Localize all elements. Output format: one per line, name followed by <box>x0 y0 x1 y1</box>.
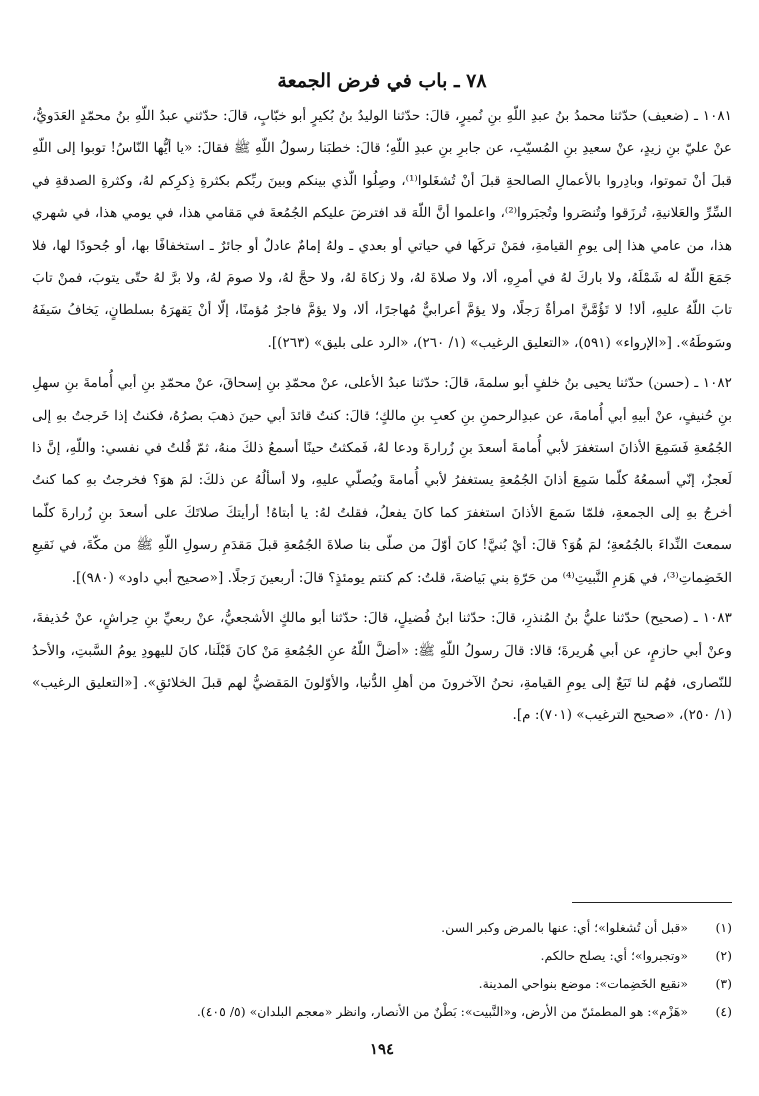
footnote-number: (٢) <box>715 948 732 963</box>
footnote-text: «وتجبروا»؛ أي: يصلح حالكم. <box>540 948 688 963</box>
page-number: ١٩٤ <box>369 1040 395 1058</box>
hadith-1083: ١٠٨٣ ـ (صحيح) حدّثنا عليُّ بنُ المُنذرِ، قالَ: حدّثنا ابنُ فُضيلٍ، قالَ: حدّثنا أبو مالكٍ الأشجعيُّ، عنْ ربعيِّ بنِ حِراشٍ، عنْ حُذيفةَ، وعنْ أبي حازمٍ، عن أبي هُريرةَ؛ قالا: قالَ رسولُ اللّهِ ﷺ: «أضلَّ اللّهُ عنِ الجُمُعةِ مَنْ كانَ قَبْلَنا، كانَ لليهودِ يومُ السَّبتِ، والأحدُ للنّصارى، فهُم لنا تَبَعٌ إلى يومِ القيامةِ، نحنُ الآخرونَ من أهلِ الدُّنيا، والأوّلونَ المَقضيُّ لهم قبلَ الخلائقِ». [«التعليق الرغيب» (١/ ٢٥٠)، «صحيح الترغيب» (٧٠١): م]. <box>32 610 732 724</box>
hadith-1081: ١٠٨١ ـ (ضعيف) حدّثنا محمدُ بنُ عبدِ اللّهِ بنِ نُميرٍ، قالَ: حدّثنا الوليدُ بنُ بُكيرٍ أبو خبّابٍ، قالَ: حدّثني عبدُ اللّهِ بنُ محمّدٍ العَدَويُّ، عنْ عليّ بنِ زيدٍ، عنْ سعيدِ بنِ المُسيّبِ، عن جابرِ بنِ عبدِ اللّهِ؛ قالَ: خطبَنا رسولُ اللّهِ ﷺ فقالَ: «يا أيُّها النّاسُ! توبوا إلى اللّهِ قبلَ أنْ تموتوا، وبادِروا بالأعمالِ الصالحةِ قبلَ أنْ تُشغَلوا⁽¹⁾، وصِلُوا الّذي بينكم وبينَ ربِّكم بكثرةِ ذِكرِكم لهُ، وكثرةِ الصدقةِ في السِّرِّ والعَلانيةِ، تُرزَقوا وتُنصَروا وتُجبَروا⁽²⁾، واعلموا أنَّ اللّهَ قد افترضَ عليكم الجُمُعةَ في مَقامي هذا، في يومي هذا، في شهري هذا، من عامي هذا إلى يومِ القيامةِ، فمَنْ تركَها في حياتي أو بعدي ـ ولهُ إمامٌ عادلٌ أو جائرٌ ـ استخفافًا بها، أو جُحودًا لها، فلا جَمَعَ اللّهُ له شَمْلَهُ، ولا باركَ لهُ في أمرِهِ، ألا، ولا صلاةَ لهُ، ولا زكاةَ لهُ، ولا حجَّ لهُ، ولا صومَ لهُ، ولا برَّ لهُ حتّى يتوبَ، فمنْ تابَ تابَ اللّهُ عليهِ، ألا! لا تَؤُمَّنَّ امرأةٌ رَجلًا، ولا يؤمَّ أعرابيٌّ مُهاجرًا، ألا، ولا يؤمَّ فاجرٌ مُؤمنًا، إلّا أنْ يَقهرَهُ بسلطانٍ، يَخافُ سَيفَهُ وسَوطَهُ». [«الإرواء» (٥٩١)، «التعليق الرغيب» (١/ ٢٦٠)، «الرد على بليق» (٢٦٣)]. <box>32 108 732 351</box>
footnote-number: (٤) <box>715 1004 732 1019</box>
footnote-number: (١) <box>715 920 732 935</box>
footnote-item <box>32 914 732 942</box>
footnote-item <box>32 942 732 970</box>
footnote-item <box>32 970 732 998</box>
footnote-text: «قبل أن تُشغلوا»؛ أي: عنها بالمرض وكبر السن. <box>441 920 688 935</box>
footnote-text: «هَزْم»: هو المطمئنّ من الأرض، و«النَّبيت»: بَطْنٌ من الأنصار، وانظر «معجم البلدان» (٥/ ٤٠٥). <box>196 1004 688 1019</box>
hadith-1082: ١٠٨٢ ـ (حسن) حدّثنا يحيى بنُ خلفٍ أبو سلمةَ، قالَ: حدّثنا عبدُ الأعلى، عنْ محمّدِ بنِ إسحاقَ، عنْ محمّدِ بنِ أبي أُمامةَ بنِ سهلِ بنِ حُنيفٍ، عنْ أبيهِ أبي أُمامةَ، عن عبدِالرحمنِ بنِ كعبِ بنِ مالكٍ؛ قالَ: كنتُ قائدَ أبي حينَ ذهبَ بصرُهُ، فكنتُ إذا خَرجتُ بهِ إلى الجُمُعةِ فَسَمِعَ الأذانَ استغفرَ لأبي أُمامةَ أسعدَ بنِ زُرارةَ ودعا لهُ، فَمكثتُ حينًا أسمعُ ذلكَ منهُ، ثمّ قُلتُ في نفسي: واللّهِ، إنَّ ذا لَعجزٌ، إنّي أسمعُهُ كلّما سَمِعَ أذانَ الجُمُعةِ يستغفرُ لأبي أُمامةَ ويُصلّي عليهِ، ولا أسألُهُ عن ذلكَ: لمَ هوَ؟ فخرجتُ بهِ كما كنتُ أخرجُ بهِ إلى الجمعةِ، فلمّا سَمعَ الأذانَ استغفرَ كما كانَ يفعلُ، فقلتُ لهُ: يا أبتاهُ! أرأيتكَ صلاتَكَ على أسعدَ بنِ زُرارةَ كلّما سمعتَ النِّداءَ بالجُمُعةِ؛ لمَ هُوَ؟ قالَ: أيْ بُنيَّ! كانَ أوّلَ من صلّى بنا صلاةَ الجُمُعةِ قبلَ مَقدَمِ رسولِ اللّهِ ﷺ من مكّةَ، في نَقيعِ الخَضِماتِ⁽³⁾، في هَزمِ النَّبيتِ⁽⁴⁾ من حَرّةِ بني بَياضةَ، قلتُ: كم كنتم يومئذٍ؟ قالَ: أربعينَ رَجلًا. [«صحيح أبي داود» (٩٨٠)]. <box>32 375 732 586</box>
footnote-number: (٣) <box>715 976 732 991</box>
footnote-divider <box>572 902 732 903</box>
footnote-text: «نقيع الخَضِمات»: موضع بنواحي المدينة. <box>478 976 688 991</box>
chapter-title: ٧٨ ـ باب في فرض الجمعة <box>277 70 487 92</box>
footnotes <box>32 914 732 1026</box>
footnote-item <box>32 998 732 1026</box>
book-page <box>32 68 732 1078</box>
